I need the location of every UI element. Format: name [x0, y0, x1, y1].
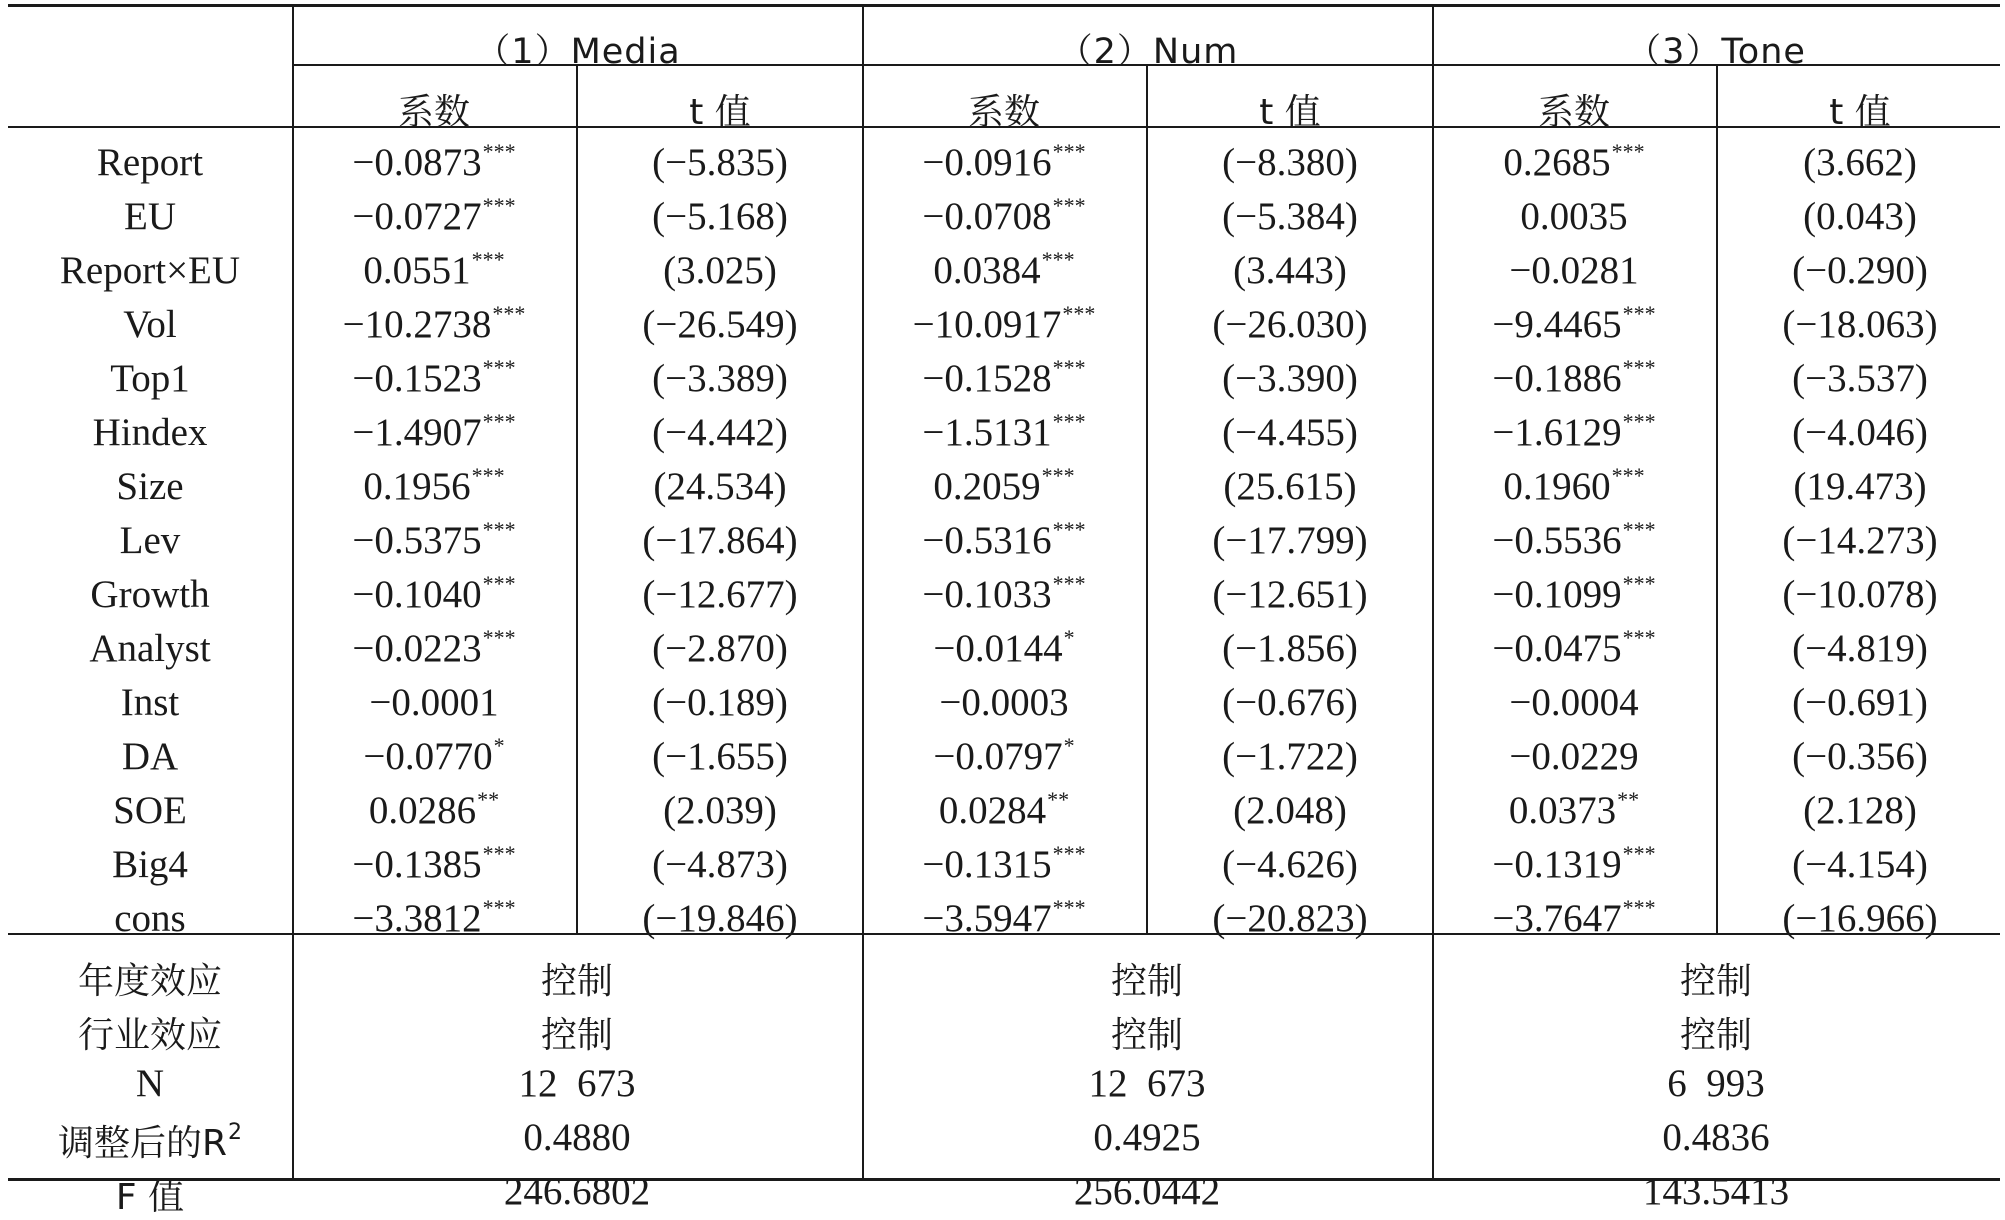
t-value-cell — [1660, 626, 2005, 671]
coefficient-cell-text: −0.0223 — [352, 627, 482, 670]
summary-value-text: 6 993 — [1667, 1062, 1765, 1105]
t-value-cell-text: (24.534) — [653, 465, 787, 508]
summary-value — [377, 1169, 777, 1214]
row-label-text: Size — [116, 465, 184, 508]
summary-value-text: 143.5413 — [1642, 1170, 1790, 1213]
significance-stars: *** — [471, 247, 505, 272]
significance-stars: * — [493, 733, 505, 758]
t-value-cell-text: (−4.626) — [1222, 843, 1358, 886]
summary-value-text: 控制 — [1679, 961, 1752, 1002]
coefficient-cell-text: −0.5316 — [922, 519, 1052, 562]
coefficient-cell-text: −0.1040 — [352, 573, 482, 616]
t-value-cell-text: (−12.677) — [642, 573, 798, 616]
significance-stars: *** — [1611, 139, 1645, 164]
row-label-text: SOE — [113, 789, 187, 832]
significance-stars: ** — [1617, 787, 1640, 812]
summary-label-text: 调整后的R — [57, 1123, 227, 1164]
summary-value-text: 0.4925 — [1093, 1116, 1201, 1159]
t-value-cell — [1660, 896, 2005, 941]
coefficient-cell-text: −1.4907 — [352, 411, 482, 454]
summary-label-text: 行业效应 — [77, 1015, 222, 1056]
t-value-cell-text: (25.615) — [1223, 465, 1357, 508]
significance-stars: *** — [492, 301, 526, 326]
significance-stars: *** — [1622, 355, 1656, 380]
coefficient-cell-text: −0.1385 — [352, 843, 482, 886]
significance-stars: *** — [1622, 409, 1656, 434]
t-value-cell-text: (−14.273) — [1782, 519, 1938, 562]
row-label-text: DA — [121, 735, 179, 778]
coefficient-cell-text: 0.0384 — [933, 249, 1041, 292]
t-value-cell-text: (−16.966) — [1782, 897, 1938, 940]
t-value-cell-text: (3.443) — [1233, 249, 1347, 292]
summary-label — [0, 1115, 350, 1166]
coefficient-cell-text: −10.0917 — [912, 303, 1062, 346]
t-value-cell — [1660, 410, 2005, 455]
summary-value-text: 控制 — [1110, 961, 1183, 1002]
summary-value-text: 控制 — [1679, 1015, 1752, 1056]
coefficient-cell-text: −0.0281 — [1509, 249, 1639, 292]
sub-header-4-text: t 值 — [1259, 92, 1321, 133]
coefficient-cell-text: −0.0916 — [922, 141, 1052, 184]
t-value-cell-text: (19.473) — [1793, 465, 1927, 508]
t-value-cell-text: (−19.846) — [642, 897, 798, 940]
significance-stars: *** — [1052, 517, 1086, 542]
t-value-cell-text: (3.025) — [663, 249, 777, 292]
coefficient-cell-text: 0.1956 — [363, 465, 471, 508]
t-value-cell — [1660, 302, 2005, 347]
coefficient-cell-text: 0.0373 — [1508, 789, 1617, 832]
coefficient-cell-text: −0.0770 — [363, 735, 493, 778]
summary-label — [0, 1007, 350, 1058]
t-value-cell-text: (−5.168) — [652, 195, 788, 238]
summary-label-text: 年度效应 — [77, 961, 222, 1002]
coefficient-cell-text: −0.1099 — [1492, 573, 1622, 616]
t-value-cell — [1660, 140, 2005, 185]
group-header-2 — [948, 24, 1348, 74]
summary-value-text: 256.0442 — [1073, 1170, 1221, 1213]
sub-header-6 — [1660, 84, 2005, 135]
coefficient-cell-text: −9.4465 — [1492, 303, 1622, 346]
coefficient-cell-text: −0.0001 — [369, 681, 499, 724]
significance-stars: *** — [1622, 301, 1656, 326]
significance-stars: *** — [1052, 193, 1086, 218]
coefficient-cell-text: 0.0284 — [938, 789, 1047, 832]
coefficient-cell-text: −0.0229 — [1509, 735, 1639, 778]
row-label-text: Inst — [120, 681, 180, 724]
t-value-cell-text: (−0.691) — [1792, 681, 1928, 724]
significance-stars: *** — [482, 841, 516, 866]
t-value-cell-text: (−3.537) — [1792, 357, 1928, 400]
row-label-text: Top1 — [110, 357, 190, 400]
significance-stars: *** — [1622, 895, 1656, 920]
significance-stars: *** — [1052, 355, 1086, 380]
significance-stars: *** — [1622, 841, 1656, 866]
row-label-text: Growth — [90, 573, 210, 616]
summary-value — [1516, 1169, 1916, 1214]
t-value-cell-text: (−18.063) — [1782, 303, 1938, 346]
significance-stars: *** — [482, 625, 516, 650]
t-value-cell-text: (−5.835) — [652, 141, 788, 184]
significance-stars: *** — [1611, 463, 1645, 488]
significance-stars: *** — [1052, 841, 1086, 866]
significance-stars: *** — [482, 895, 516, 920]
summary-value — [1516, 1061, 1916, 1106]
summary-value — [377, 1115, 777, 1160]
coefficient-cell-text: −0.0708 — [922, 195, 1052, 238]
t-value-cell — [1660, 464, 2005, 509]
significance-stars: *** — [482, 193, 516, 218]
summary-value-text: 0.4836 — [1662, 1116, 1770, 1159]
t-value-cell-text: (−3.390) — [1222, 357, 1358, 400]
coefficient-cell-text: −0.5375 — [352, 519, 482, 562]
t-value-cell-text: (−0.189) — [652, 681, 788, 724]
row-label-text: EU — [124, 195, 176, 238]
coefficient-cell-text: −3.7647 — [1492, 897, 1622, 940]
significance-stars: *** — [1062, 301, 1096, 326]
row-label-text: Report×EU — [59, 249, 241, 292]
t-value-cell-text: (−8.380) — [1222, 141, 1358, 184]
significance-stars: *** — [1052, 895, 1086, 920]
summary-value — [947, 953, 1347, 1004]
summary-label-superscript: 2 — [228, 1120, 242, 1145]
t-value-cell-text: (−4.442) — [652, 411, 788, 454]
significance-stars: *** — [482, 409, 516, 434]
sub-header-3-text: 系数 — [967, 92, 1040, 133]
t-value-cell-text: (−26.549) — [642, 303, 798, 346]
sub-header-6-text: t 值 — [1829, 92, 1891, 133]
t-value-cell — [1660, 680, 2005, 725]
summary-value — [377, 1007, 777, 1058]
summary-label — [0, 1169, 350, 1220]
summary-value — [947, 1115, 1347, 1160]
summary-label — [0, 953, 350, 1004]
t-value-cell — [1660, 356, 2005, 401]
summary-value — [1516, 953, 1916, 1004]
coefficient-cell-text: −0.0475 — [1492, 627, 1622, 670]
coefficient-cell-text: −3.3812 — [352, 897, 482, 940]
t-value-cell-text: (3.662) — [1803, 141, 1917, 184]
coefficient-cell-text: −0.5536 — [1492, 519, 1622, 562]
t-value-cell-text: (−1.655) — [652, 735, 788, 778]
significance-stars: *** — [482, 139, 516, 164]
coefficient-cell-text: 0.2059 — [933, 465, 1041, 508]
coefficient-cell-text: −0.0797 — [933, 735, 1063, 778]
group-header-3 — [1516, 24, 1916, 74]
significance-stars: *** — [1622, 625, 1656, 650]
t-value-cell-text: (−1.722) — [1222, 735, 1358, 778]
significance-stars: ** — [1047, 787, 1070, 812]
significance-stars: *** — [482, 517, 516, 542]
summary-value — [377, 1061, 777, 1106]
summary-value-text: 0.4880 — [523, 1116, 631, 1159]
summary-label-text: N — [135, 1062, 165, 1105]
t-value-cell-text: (2.039) — [663, 789, 777, 832]
summary-label-text: F 值 — [115, 1177, 185, 1218]
t-value-cell-text: (−3.389) — [652, 357, 788, 400]
coefficient-cell-text: −0.0003 — [939, 681, 1069, 724]
significance-stars: * — [1063, 733, 1075, 758]
coefficient-cell-text: −0.0144 — [933, 627, 1063, 670]
row-label-text: Big4 — [112, 843, 188, 886]
t-value-cell — [1660, 194, 2005, 239]
coefficient-cell-text: 0.0035 — [1520, 195, 1628, 238]
t-value-cell-text: (−4.819) — [1792, 627, 1928, 670]
coefficient-cell-text: −0.1886 — [1492, 357, 1622, 400]
significance-stars: *** — [1052, 139, 1086, 164]
significance-stars: ** — [477, 787, 500, 812]
coefficient-cell-text: −0.1319 — [1492, 843, 1622, 886]
row-label-text: Lev — [119, 519, 181, 562]
t-value-cell-text: (2.128) — [1803, 789, 1917, 832]
row-label-text: Vol — [123, 303, 177, 346]
significance-stars: *** — [1052, 571, 1086, 596]
summary-value — [947, 1169, 1347, 1214]
summary-value-text: 12 673 — [518, 1062, 636, 1105]
t-value-cell-text: (−10.078) — [1782, 573, 1938, 616]
t-value-cell — [1660, 842, 2005, 887]
t-value-cell — [1660, 248, 2005, 293]
t-value-cell-text: (0.043) — [1803, 195, 1917, 238]
coefficient-cell-text: −3.5947 — [922, 897, 1052, 940]
coefficient-cell-text: −0.0004 — [1509, 681, 1639, 724]
significance-stars: *** — [1052, 409, 1086, 434]
summary-value-text: 控制 — [540, 1015, 613, 1056]
coefficient-cell-text: 0.0551 — [363, 249, 471, 292]
significance-stars: *** — [1622, 517, 1656, 542]
t-value-cell-text: (−5.384) — [1222, 195, 1358, 238]
coefficient-cell-text: −0.1315 — [922, 843, 1052, 886]
significance-stars: *** — [1622, 571, 1656, 596]
coefficient-cell-text: −0.1033 — [922, 573, 1052, 616]
t-value-cell-text: (−0.676) — [1222, 681, 1358, 724]
t-value-cell-text: (−2.870) — [652, 627, 788, 670]
t-value-cell — [1660, 788, 2005, 833]
t-value-cell-text: (−1.856) — [1222, 627, 1358, 670]
coefficient-cell-text: −1.5131 — [922, 411, 1052, 454]
t-value-cell-text: (−4.455) — [1222, 411, 1358, 454]
group-header-3-text: （3）Tone — [1626, 32, 1806, 72]
group-header-1-text: （1）Media — [475, 32, 681, 72]
summary-value-text: 12 673 — [1088, 1062, 1206, 1105]
row-label-text: cons — [114, 897, 186, 940]
t-value-cell-text: (−4.154) — [1792, 843, 1928, 886]
coefficient-cell-text: −0.0873 — [352, 141, 482, 184]
significance-stars: *** — [482, 355, 516, 380]
summary-value — [947, 1061, 1347, 1106]
row-label-text: Analyst — [89, 627, 211, 670]
t-value-cell-text: (−26.030) — [1212, 303, 1368, 346]
coefficient-cell-text: −0.0727 — [352, 195, 482, 238]
coefficient-cell-text: −0.1523 — [352, 357, 482, 400]
t-value-cell-text: (−0.290) — [1792, 249, 1928, 292]
t-value-cell-text: (2.048) — [1233, 789, 1347, 832]
coefficient-cell-text: 0.0286 — [368, 789, 477, 832]
group-header-2-text: （2）Num — [1057, 32, 1239, 72]
top-rule — [8, 4, 2000, 7]
summary-value — [1516, 1115, 1916, 1160]
significance-stars: * — [1063, 625, 1075, 650]
summary-value — [377, 953, 777, 1004]
sub-header-1-text: 系数 — [397, 92, 470, 133]
summary-label — [0, 1061, 350, 1106]
significance-stars: *** — [1041, 247, 1075, 272]
t-value-cell-text: (−17.864) — [642, 519, 798, 562]
coefficient-cell-text: 0.1960 — [1503, 465, 1611, 508]
row-label-text: Report — [96, 141, 204, 184]
coefficient-cell-text: −1.6129 — [1492, 411, 1622, 454]
group-header-1 — [378, 24, 778, 74]
summary-value — [1516, 1007, 1916, 1058]
sub-header-5-text: 系数 — [1537, 92, 1610, 133]
t-value-cell-text: (−4.046) — [1792, 411, 1928, 454]
coefficient-cell-text: −10.2738 — [342, 303, 492, 346]
summary-value-text: 控制 — [1110, 1015, 1183, 1056]
row-label-text: Hindex — [92, 411, 208, 454]
summary-value — [947, 1007, 1347, 1058]
summary-value-text: 控制 — [540, 961, 613, 1002]
t-value-cell-text: (−12.651) — [1212, 573, 1368, 616]
sub-header-2-text: t 值 — [689, 92, 751, 133]
summary-value-text: 246.6802 — [503, 1170, 651, 1213]
significance-stars: *** — [471, 463, 505, 488]
t-value-cell — [1660, 734, 2005, 779]
coefficient-cell-text: 0.2685 — [1503, 141, 1611, 184]
significance-stars: *** — [1041, 463, 1075, 488]
t-value-cell-text: (−4.873) — [652, 843, 788, 886]
t-value-cell — [1660, 518, 2005, 563]
t-value-cell-text: (−0.356) — [1792, 735, 1928, 778]
t-value-cell — [1660, 572, 2005, 617]
t-value-cell-text: (−20.823) — [1212, 897, 1368, 940]
t-value-cell-text: (−17.799) — [1212, 519, 1368, 562]
significance-stars: *** — [482, 571, 516, 596]
coefficient-cell-text: −0.1528 — [922, 357, 1052, 400]
